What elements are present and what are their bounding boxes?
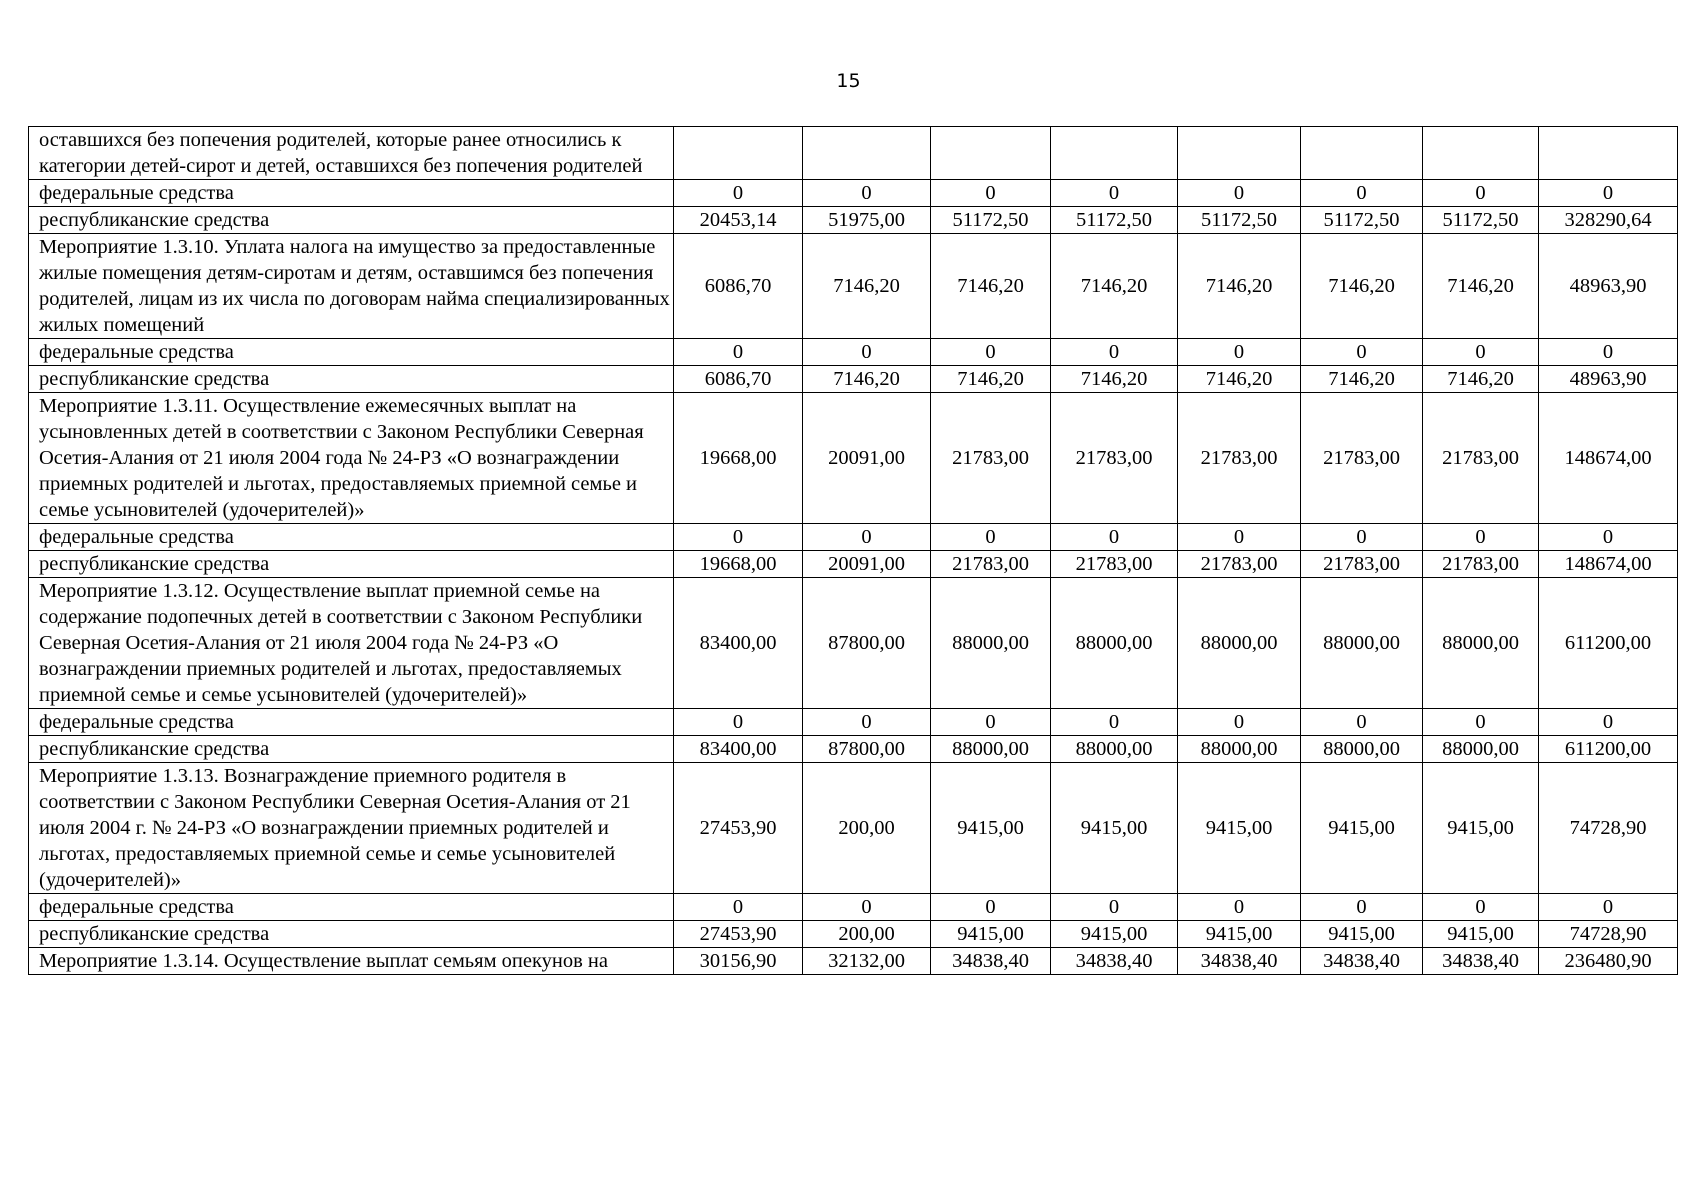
value-cell: 51172,50 [1423,207,1539,234]
total-value-cell: 48963,90 [1539,234,1678,339]
value-cell: 0 [1178,339,1301,366]
total-value-cell: 0 [1539,339,1678,366]
value-cell: 9415,00 [1178,763,1301,894]
value-cell: 6086,70 [674,234,803,339]
value-cell [931,127,1051,180]
value-cell: 0 [803,709,931,736]
value-cell: 88000,00 [1178,578,1301,709]
value-cell: 9415,00 [1301,921,1423,948]
total-value-cell: 0 [1539,524,1678,551]
table-row-measure [29,578,1678,709]
value-cell: 0 [1051,180,1178,207]
funding-source-cell: республиканские средства [29,207,674,234]
value-cell: 21783,00 [1178,551,1301,578]
value-cell: 0 [931,180,1051,207]
value-cell: 34838,40 [1178,948,1301,975]
value-cell: 27453,90 [674,763,803,894]
value-cell: 34838,40 [1423,948,1539,975]
value-cell: 88000,00 [931,578,1051,709]
value-cell: 0 [1301,524,1423,551]
value-cell: 0 [931,894,1051,921]
value-cell: 20091,00 [803,551,931,578]
value-cell: 7146,20 [1051,234,1178,339]
value-cell: 7146,20 [1051,366,1178,393]
value-cell: 0 [1423,180,1539,207]
total-value-cell: 236480,90 [1539,948,1678,975]
value-cell: 9415,00 [1301,763,1423,894]
value-cell: 21783,00 [931,551,1051,578]
value-cell: 200,00 [803,921,931,948]
value-cell: 21783,00 [931,393,1051,524]
value-cell: 9415,00 [931,763,1051,894]
value-cell: 9415,00 [1423,763,1539,894]
value-cell: 9415,00 [1051,921,1178,948]
value-cell: 0 [803,894,931,921]
value-cell: 7146,20 [803,234,931,339]
value-cell: 30156,90 [674,948,803,975]
value-cell: 0 [1178,709,1301,736]
value-cell [1051,127,1178,180]
measure-description-cell: оставшихся без попечения родителей, которые ранее относились к категории детей-сирот и детей, оставшихся без попечения родителей [29,127,674,180]
value-cell: 21783,00 [1423,393,1539,524]
value-cell [1423,127,1539,180]
value-cell: 0 [1301,709,1423,736]
value-cell: 0 [674,524,803,551]
measure-description-cell: Мероприятие 1.3.13. Вознаграждение приемного родителя в соответствии с Законом Республики Северная Осетия-Алания от 21 июля 2004 г. № 24-РЗ «О вознаграждении приемных родителей и льготах, предоставляемых приемной семье и семье усыновителей (удочерителей)» [29,763,674,894]
value-cell: 32132,00 [803,948,931,975]
value-cell: 0 [931,339,1051,366]
value-cell: 88000,00 [1423,736,1539,763]
table-row-measure [29,234,1678,339]
value-cell: 21783,00 [1301,551,1423,578]
value-cell: 88000,00 [1051,736,1178,763]
total-value-cell [1539,127,1678,180]
value-cell: 0 [1301,894,1423,921]
value-cell: 9415,00 [931,921,1051,948]
table-row-republic [29,366,1678,393]
value-cell: 0 [803,524,931,551]
value-cell: 0 [1423,894,1539,921]
value-cell: 0 [674,180,803,207]
total-value-cell: 148674,00 [1539,393,1678,524]
value-cell: 87800,00 [803,736,931,763]
table-row-federal [29,339,1678,366]
total-value-cell: 74728,90 [1539,921,1678,948]
value-cell: 0 [1051,339,1178,366]
funding-source-cell: республиканские средства [29,366,674,393]
value-cell: 83400,00 [674,736,803,763]
table-row-federal [29,180,1678,207]
measure-description-cell: Мероприятие 1.3.10. Уплата налога на имущество за предоставленные жилые помещения детям-сиротам и детям, оставшимся без попечения родителей, лицам из их числа по договорам найма специализированных жилых помещений [29,234,674,339]
value-cell: 9415,00 [1051,763,1178,894]
total-value-cell: 0 [1539,894,1678,921]
value-cell: 51172,50 [1301,207,1423,234]
table-row-federal [29,524,1678,551]
value-cell: 7146,20 [931,234,1051,339]
value-cell: 0 [1178,180,1301,207]
table-row-federal [29,709,1678,736]
funding-source-cell: республиканские средства [29,551,674,578]
measure-description-cell: Мероприятие 1.3.12. Осуществление выплат приемной семье на содержание подопечных детей в соответствии с Законом Республики Северная Осетия-Алания от 21 июля 2004 года № 24-РЗ «О вознаграждении приемных родителей и льготах, предоставляемых приемной семье и семье усыновителей (удочерителей)» [29,578,674,709]
value-cell: 0 [931,524,1051,551]
value-cell: 7146,20 [803,366,931,393]
value-cell: 21783,00 [1178,393,1301,524]
value-cell: 19668,00 [674,393,803,524]
value-cell: 7146,20 [1301,234,1423,339]
value-cell: 0 [1051,894,1178,921]
value-cell: 21783,00 [1423,551,1539,578]
value-cell: 51975,00 [803,207,931,234]
page-number: 15 [836,70,861,92]
budget-table [28,126,1678,975]
total-value-cell: 328290,64 [1539,207,1678,234]
value-cell: 0 [674,339,803,366]
table-row-federal [29,894,1678,921]
table-row-measure [29,393,1678,524]
value-cell: 7146,20 [1178,366,1301,393]
total-value-cell: 74728,90 [1539,763,1678,894]
value-cell: 0 [1051,709,1178,736]
value-cell: 7146,20 [1423,366,1539,393]
value-cell: 88000,00 [1178,736,1301,763]
value-cell: 7146,20 [1178,234,1301,339]
value-cell: 0 [1423,339,1539,366]
value-cell: 21783,00 [1051,551,1178,578]
funding-source-cell: федеральные средства [29,339,674,366]
value-cell: 83400,00 [674,578,803,709]
value-cell [803,127,931,180]
value-cell: 34838,40 [931,948,1051,975]
total-value-cell: 48963,90 [1539,366,1678,393]
funding-source-cell: республиканские средства [29,736,674,763]
value-cell: 88000,00 [1423,578,1539,709]
value-cell: 51172,50 [1051,207,1178,234]
total-value-cell: 0 [1539,180,1678,207]
funding-source-cell: федеральные средства [29,180,674,207]
value-cell: 7146,20 [1301,366,1423,393]
total-value-cell: 148674,00 [1539,551,1678,578]
funding-source-cell: федеральные средства [29,894,674,921]
total-value-cell: 611200,00 [1539,736,1678,763]
table-row-measure [29,948,1678,975]
value-cell: 87800,00 [803,578,931,709]
value-cell: 200,00 [803,763,931,894]
table-row-republic [29,736,1678,763]
total-value-cell: 0 [1539,709,1678,736]
value-cell: 21783,00 [1051,393,1178,524]
total-value-cell: 611200,00 [1539,578,1678,709]
value-cell: 0 [803,339,931,366]
value-cell [674,127,803,180]
value-cell: 20453,14 [674,207,803,234]
value-cell [1178,127,1301,180]
value-cell: 9415,00 [1178,921,1301,948]
value-cell: 0 [674,894,803,921]
table-row-measure [29,127,1678,180]
value-cell: 6086,70 [674,366,803,393]
value-cell: 20091,00 [803,393,931,524]
value-cell: 0 [1301,339,1423,366]
value-cell: 0 [1051,524,1178,551]
value-cell: 88000,00 [931,736,1051,763]
funding-source-cell: федеральные средства [29,524,674,551]
value-cell: 27453,90 [674,921,803,948]
table-row-republic [29,921,1678,948]
value-cell: 0 [1301,180,1423,207]
value-cell: 88000,00 [1301,578,1423,709]
value-cell: 88000,00 [1051,578,1178,709]
value-cell: 34838,40 [1051,948,1178,975]
value-cell: 21783,00 [1301,393,1423,524]
value-cell: 0 [931,709,1051,736]
value-cell: 51172,50 [931,207,1051,234]
value-cell: 0 [1423,524,1539,551]
value-cell: 7146,20 [1423,234,1539,339]
measure-description-cell: Мероприятие 1.3.11. Осуществление ежемесячных выплат на усыновленных детей в соответствии с Законом Республики Северная Осетия-Алания от 21 июля 2004 года № 24-РЗ «О вознаграждении приемных родителей и льготах, предоставляемых приемной семье и семье усыновителей (удочерителей)» [29,393,674,524]
value-cell: 0 [1178,524,1301,551]
value-cell: 51172,50 [1178,207,1301,234]
value-cell: 19668,00 [674,551,803,578]
value-cell: 88000,00 [1301,736,1423,763]
table-row-republic [29,207,1678,234]
table-row-republic [29,551,1678,578]
measure-description-cell: Мероприятие 1.3.14. Осуществление выплат семьям опекунов на [29,948,674,975]
funding-source-cell: федеральные средства [29,709,674,736]
value-cell: 0 [1423,709,1539,736]
value-cell [1301,127,1423,180]
value-cell: 0 [674,709,803,736]
value-cell: 0 [803,180,931,207]
value-cell: 7146,20 [931,366,1051,393]
value-cell: 9415,00 [1423,921,1539,948]
value-cell: 34838,40 [1301,948,1423,975]
value-cell: 0 [1178,894,1301,921]
budget-table-body [29,127,1678,975]
table-row-measure [29,763,1678,894]
funding-source-cell: республиканские средства [29,921,674,948]
